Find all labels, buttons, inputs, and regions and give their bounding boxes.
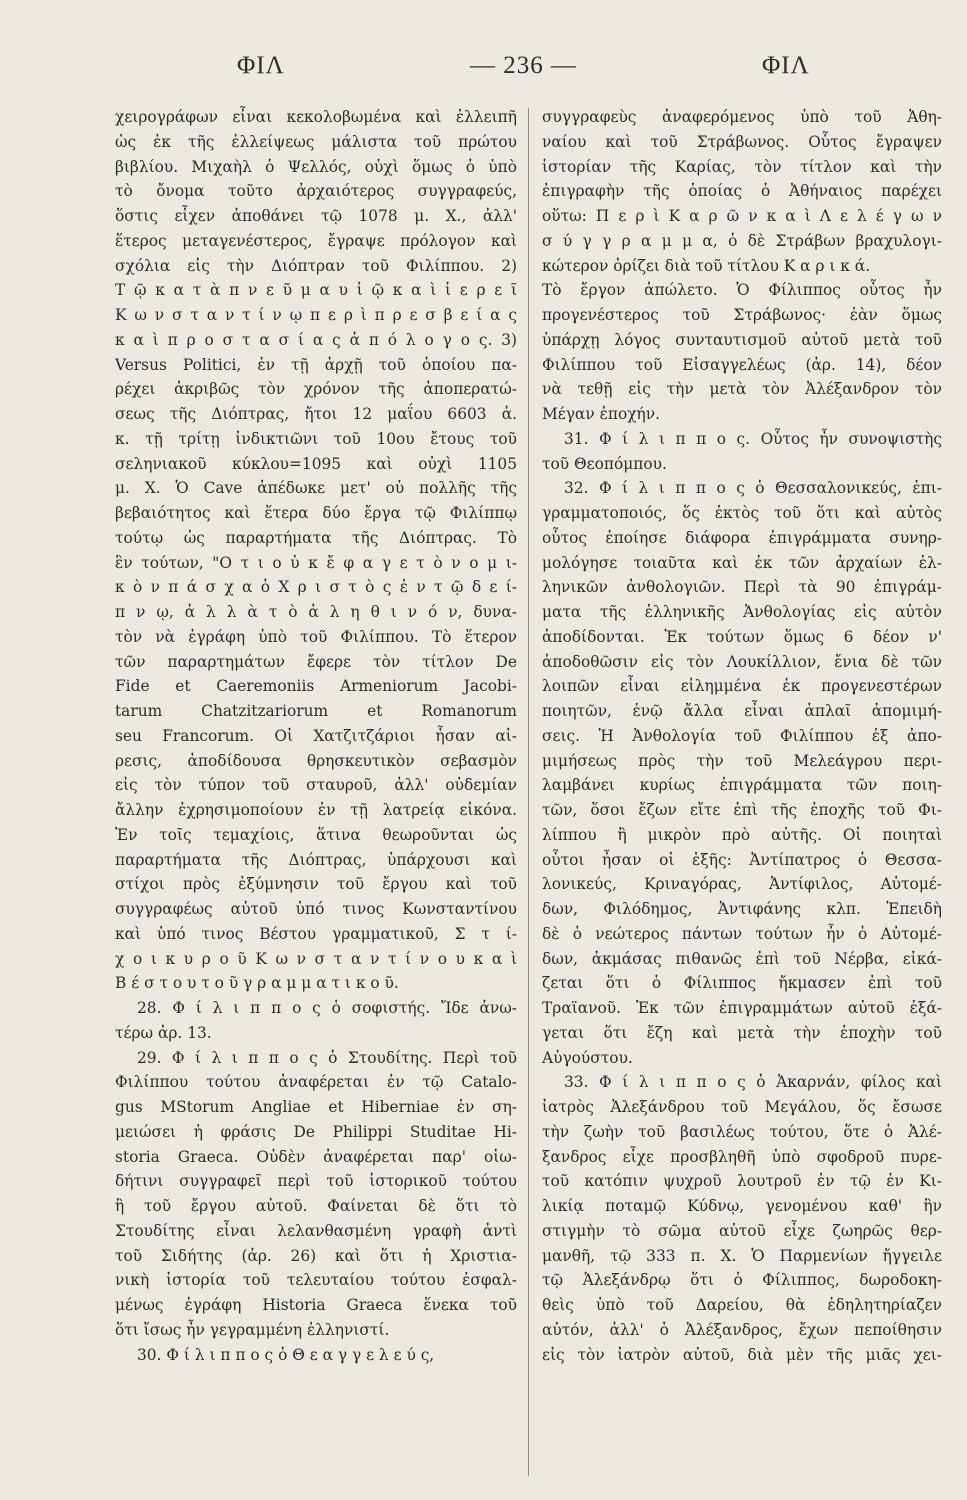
text-line: ἱστορίαν τῆς Καρίας, τὸν τίτλον καὶ τὴν (542, 157, 942, 176)
text-line: τέρω ἀρ. 13. (115, 1023, 212, 1042)
text-line: 28. Φ ί λ ι π π ο ς ὁ σοφιστής. Ἴδε ἀνω- (137, 999, 517, 1017)
text-line: μ. Χ. Ὁ Cave ἀπέδωκε μετ' οὐ πολλῆς τῆς (115, 479, 517, 498)
text-line: εἰς τὸν τύπον τοῦ σταυροῦ, ἀλλ' οὐδεμίαν (115, 776, 517, 795)
text-line: σεως τῆς Διόπτρας, ἤτοι 12 μαΐου 6603 ἀ. (115, 405, 517, 423)
text-line: κώτερον ὁρίζει διὰ τοῦ τίτλου Κ α ρ ι κ ά. (542, 256, 871, 275)
text-line: δὲ ὁ νεώτερος πάντων τούτων ἦν ὁ Αὐτομέ- (542, 924, 942, 943)
text-line: 30. Φ ί λ ι π π ο ς ὁ Θ ε α γ γ ε λ ε ύ ς, (137, 1345, 435, 1364)
text-line: παραρτήματα τῆς Διόπτρας, ὑπάρχουσι καὶ (115, 850, 517, 869)
text-line: ἓν τούτων, "Ο τ ι ο ὐ κ ἔ φ α γ ε τ ὸ ν ο μ ι- (115, 553, 517, 572)
text-line: ὡς ἐκ τῆς ἐλλείψεως μάλιστα τοῦ πρώτου (115, 132, 517, 151)
header-left-guideword: ΦΙΛ (237, 52, 285, 79)
left-column (115, 105, 517, 1367)
text-line: ποιητῶν, ἐνῷ ἄλλα εἶναι ἁπλαῖ ἀπομιμή- (542, 702, 942, 720)
text-line: Αὐγούστου. (542, 1048, 633, 1067)
text-line: μανθῆ, τῷ 333 π. Χ. Ὁ Παρμενίων ἤγγειλε (542, 1246, 942, 1265)
text-line: π ν ῳ, ἀ λ λ ὰ τ ὸ ἀ λ η θ ι ν ό ν, δυνα- (115, 603, 517, 621)
text-line: λίππου ἢ μικρὸν πρὸ αὐτῆς. Οἱ ποιηταὶ (542, 825, 942, 844)
text-line: seu Francorum. Οἱ Χατζιτζάριοι ἦσαν αἱ- (115, 726, 517, 745)
text-line: 29. Φ ί λ ι π π ο ς ὁ Στουδίτης. Περὶ τοῦ (137, 1048, 517, 1067)
text-line: συγγραφεὺς ἀναφερόμενος ὑπὸ τοῦ Ἀθη- (542, 108, 942, 126)
text-line: ὅτι ἴσως ἦν γεγραμμένη ἑλληνιστί. (115, 1320, 390, 1339)
text-line: χ ο ι κ υ ρ ο ῦ Κ ω ν σ τ α ν τ ί ν ο υ κ α ὶ (115, 949, 517, 968)
text-line: σεις. Ἡ Ἀνθολογία τοῦ Φιλίππου ἐξ ἀπο- (542, 726, 942, 745)
text-line: ρέχει ἀκριβῶς τὸν χρόνον τῆς ἀποπερατώ- (115, 380, 517, 399)
text-line: τὸν νὰ ἐγράφη ὑπὸ τοῦ Φιλίππου. Τὸ ἕτερον (115, 627, 517, 646)
text-line: οὗτοι ἦσαν οἱ ἑξῆς: Ἀντίπατρος ὁ Θεσσα- (542, 850, 942, 869)
text-line: Κ ω ν σ τ α ν τ ί ν ῳ π ε ρ ὶ π ρ ε σ β ε ί α ς (115, 306, 517, 324)
text-line: Τραϊανοῦ. Ἐκ τῶν ἐπιγραμμάτων αὐτοῦ ἐξά- (542, 999, 942, 1017)
text-line: βιβλίου. Μιχαὴλ ὁ Ψελλός, οὐχὶ ὅμως ὁ ὑπὸ (115, 157, 517, 176)
text-line: σ ύ γ γ ρ α μ μ α, ὁ δὲ Στράβων βραχυλογι- (542, 231, 942, 250)
text-line: Μέγαν ἐποχήν. (542, 405, 661, 423)
text-line: οὗτος ἐποίησε διάφορα ἐπιγράμματα συνηρ- (542, 528, 942, 547)
text-line: 32. Φ ί λ ι π π ο ς ὁ Θεσσαλονικεύς, ἐπι- (564, 479, 942, 498)
text-line: τῷ Ἀλεξάνδρῳ ὅτι ὁ Φίλιππος, δωροδοκη- (542, 1271, 942, 1290)
text-line: δήτινι συγγραφεῖ περὶ τοῦ ἱστορικοῦ τούτου (115, 1172, 517, 1191)
text-line: μολόγησε τοιαῦτα καὶ ἐκ τῶν ἀρχαίων ἑλ- (542, 553, 942, 572)
text-line: 31. Φ ί λ ι π π ο ς. Οὗτος ἦν συνοψιστὴς (564, 429, 942, 448)
text-line: κ α ὶ π ρ ο σ τ α σ ί α ς ἀ π ό λ ο γ ο ς. 3) (115, 330, 517, 349)
text-line: μιμήσεως πρὸς τὴν τοῦ Μελεάγρου περι- (542, 751, 942, 770)
text-line: οὕτω: Π ε ρ ὶ Κ α ρ ῶ ν κ α ὶ Λ ε λ έ γ ω ν (542, 207, 942, 225)
text-line: ἀποδοθῶσιν εἰς τὸν Λουκίλλιον, ἔνια δὲ τῶν (542, 652, 942, 671)
text-line: εἰς τὸν ἰατρὸν αὐτοῦ, διὰ μὲν τῆς μιᾶς χει- (542, 1345, 942, 1364)
text-line: τὸ ὄνομα τοῦτο ἀρχαιότερος συγγραφεύς, (115, 182, 517, 201)
text-line: συγγραφέως αὐτοῦ ὑπό τινος Κωνσταντίνου (115, 900, 517, 918)
text-line: τούτῳ ὡς παραρτήματα τῆς Διόπτρας. Τὸ (115, 528, 517, 547)
text-line: ἄλλην ἐχρησιμοποίουν ἐν τῇ λατρείᾳ εἰκόνα. (115, 801, 517, 819)
text-line: 33. Φ ί λ ι π π ο ς ὁ Ἀκαρνάν, φίλος καὶ (564, 1073, 942, 1092)
text-line: storia Graeca. Οὐδὲν ἀναφέρεται παρ' οἱω- (115, 1147, 517, 1166)
page-header (0, 52, 967, 102)
column-divider (528, 108, 529, 1476)
text-line: σεληνιακοῦ κύκλου=1095 καὶ οὐχὶ 1105 (115, 454, 517, 473)
text-line: χειρογράφων εἶναι κεκολοβωμένα καὶ ἐλλειπῆ (115, 108, 517, 126)
text-line: Β έ σ τ ο υ τ ο ῦ γ ρ α μ μ α τ ι κ ο ῦ. (115, 974, 399, 993)
text-line: δων, Φιλόδημος, Ἀντιφάνης κλπ. Ἐπειδὴ (542, 900, 942, 918)
text-line: τῶν, ὅσοι ἔζων εἴτε ἐπὶ τῆς ἐποχῆς τοῦ Φι- (542, 801, 942, 819)
page-number: — 236 — (470, 52, 577, 79)
text-line: τοῦ Θεοπόμπου. (542, 454, 667, 473)
text-line: Φιλίππου τούτου ἀναφέρεται ἐν τῷ Catalo- (115, 1073, 517, 1092)
text-line: Τὸ ἔργον ἀπώλετο. Ὁ Φίλιππος οὗτος ἦν (542, 281, 942, 300)
text-line: βεβαιότητος καὶ ἕτερα δύο ἔργα τῷ Φιλίππῳ (115, 504, 517, 522)
text-line: ξανδρος εἶχε προσβληθῆ ὑπὸ σφοδροῦ πυρε- (542, 1147, 942, 1166)
text-line: tarum Chatzitzariorum et Romanorum (115, 702, 517, 720)
text-line: νικὴ ἱστορία τοῦ τελευταίου τούτου ἐσφαλ- (115, 1271, 517, 1290)
text-line: λικίᾳ ποταμῷ Κύδνῳ, γενομένου καθ' ἣν (542, 1197, 942, 1215)
text-line: γεται ὅτι ἔζη καὶ μετὰ τὴν ἐποχὴν τοῦ (542, 1023, 942, 1042)
text-line: Φιλίππου τοῦ Εἰσαγγελέως (ἀρ. 14), δέον (542, 355, 942, 374)
header-right-guideword: ΦΙΛ (762, 52, 810, 79)
text-line: λονικεύς, Κριναγόρας, Ἀντίφιλος, Αὐτομέ- (542, 875, 942, 894)
text-line: τῶν παραρτημάτων ἔφερε τὸν τίτλον De (115, 652, 517, 671)
text-line: ὅστις εἶχεν ἀποθάνει τῷ 1078 μ. Χ., ἀλλ' (115, 207, 517, 225)
text-line: ζεται ὅτι ὁ Φίλιππος ἤκμασεν ἐπὶ τοῦ (542, 974, 942, 993)
text-line: λαμβάνει κυρίως ἐπιγράμματα τῶν ποιη- (542, 776, 942, 795)
text-line: Fide et Caeremoniis Armeniorum Jacobi- (115, 677, 517, 696)
text-line: στιγμὴν τὸ σῶμα αὐτοῦ εἶχε ζωηρῶς θερ- (542, 1221, 942, 1240)
text-line: λοιπῶν εἶναι εἰλημμένα ἐκ προγενεστέρων (542, 677, 942, 696)
text-line: ἕτερος μεταγενέστερος, ἔγραψε πρόλογον καὶ (115, 231, 517, 250)
text-line: μειώσει ἡ φράσις De Philippi Studitae Hi- (115, 1122, 517, 1141)
text-line: ματα τῆς ἑλληνικῆς Ἀνθολογίας εἰς αὐτὸν (542, 603, 942, 621)
text-line: ἰατρὸς Ἀλεξάνδρου τοῦ Μεγάλου, ὅς ἔσωσε (542, 1098, 942, 1116)
text-line: τὴν ζωὴν τοῦ βασιλέως τούτου, ὅτε ὁ Ἀλέ- (542, 1122, 942, 1141)
text-line: ἐπιγραφὴν τῆς ὁποίας ὁ Ἀθήναιος παρέχει (542, 182, 942, 201)
text-line: gus MStorum Angliae et Hiberniae ἐν ση- (115, 1098, 517, 1116)
text-line: ναίου καὶ τοῦ Στράβωνος. Οὗτος ἔγραψεν (542, 132, 942, 151)
text-line: θεὶς ὑπὸ τοῦ Δαρείου, θὰ ἐδηλητηρίαζεν (542, 1296, 942, 1314)
text-line: ὑπάρχῃ λόγος συνταυτισμοῦ αὐτοῦ μετὰ τοῦ (542, 330, 942, 349)
text-line: σχόλια εἰς τὴν Διόπτραν τοῦ Φιλίππου. 2) (115, 256, 517, 275)
text-line: ἀποδίδονται. Ἐκ τούτων ὅμως 6 δέον ν' (542, 627, 942, 646)
text-line: τοῦ κατόπιν ψυχροῦ λουτροῦ ἐν τῷ ἐν Κι- (542, 1172, 942, 1191)
text-line: γραμματοποιός, ὅς ἐκτὸς τοῦ ὅτι καὶ αὐτὸς (542, 504, 942, 522)
text-line: αὐτόν, ἀλλ' ὁ Ἀλέξανδρος, ἔχων πεποίθησιν (542, 1320, 942, 1339)
text-line: ἢ τοῦ ἔργου αὐτοῦ. Φαίνεται δὲ ὅτι τὸ (115, 1197, 517, 1215)
text-line: Τ ῷ κ α τ ὰ π ν ε ῦ μ α υ ἱ ῷ κ α ὶ ἱ ε ρ ε ῖ (115, 281, 517, 300)
text-line: ληνικῶν ἀνθολογιῶν. Περὶ τὰ 90 ἐπιγράμ- (542, 578, 942, 597)
text-line: κ. τῇ τρίτῃ ἰνδικτιῶνι τοῦ 10ου ἔτους τοῦ (115, 429, 517, 448)
text-line: Versus Politici, ἐν τῇ ἀρχῇ τοῦ ὁποίου πα- (115, 355, 517, 374)
text-line: μένως ἐγράφη Historia Graeca ἕνεκα τοῦ (115, 1296, 517, 1314)
text-line: τοῦ Σιδήτης (ἀρ. 26) καὶ ὅτι ἡ Χριστια- (115, 1246, 517, 1265)
text-line: Ἐν τοῖς τεμαχίοις, ἅτινα θεωροῦνται ὡς (115, 825, 517, 844)
text-line: καὶ ὑπό τινος Βέστου γραμματικοῦ, Σ τ ί- (115, 924, 517, 943)
text-line: νὰ τεθῇ εἰς τὴν μετὰ τὸν Ἀλέξανδρον τὸν (542, 380, 942, 399)
text-line: κ ὸ ν π ά σ χ α ὁ Χ ρ ι σ τ ὸ ς ἐ ν τ ῷ δ ε ί- (115, 578, 517, 597)
text-line: δων, ἀκμάσας πιθανῶς ἐπὶ τοῦ Νέρβα, εἰκά- (542, 949, 942, 968)
text-line: στίχοι πρὸς ἐξύμνησιν τοῦ ἔργου καὶ τοῦ (115, 875, 517, 894)
right-column (542, 105, 942, 1367)
text-line: Στουδίτης εἶναι λελανθασμένη γραφὴ ἀντὶ (115, 1221, 517, 1240)
text-line: προγενέστερος τοῦ Στράβωνος· ἐὰν ὅμως (542, 306, 942, 324)
text-line: ρεσις, ἀποδίδουσα θρησκευτικὸν σεβασμὸν (115, 751, 517, 770)
